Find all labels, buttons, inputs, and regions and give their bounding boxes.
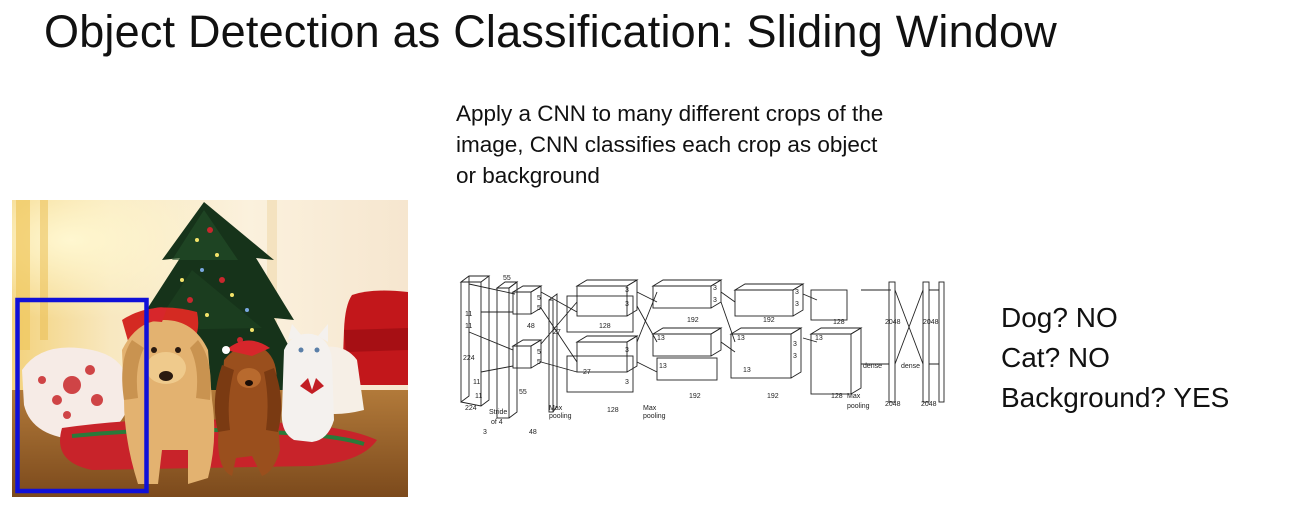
- label-128: 128: [607, 407, 619, 414]
- answer-dog: Dog? NO: [1001, 302, 1118, 333]
- label-128: 128: [833, 319, 845, 326]
- label-3: 3: [625, 379, 629, 386]
- label-max: Max: [549, 405, 563, 412]
- label-11: 11: [475, 393, 483, 400]
- label-128: 128: [599, 323, 611, 330]
- label-pooling: pooling: [643, 413, 666, 420]
- dogs-cat-photo: [12, 200, 408, 497]
- label-13: 13: [743, 367, 751, 374]
- label-pooling: pooling: [549, 413, 572, 420]
- label-13: 13: [659, 363, 667, 370]
- label-192: 192: [767, 393, 779, 400]
- label-3: 3: [795, 289, 799, 296]
- label-dense: dense: [863, 363, 883, 370]
- label-11: 11: [465, 311, 473, 318]
- label-3: 3: [713, 297, 717, 304]
- label-3: 3: [625, 287, 629, 294]
- label-3: 3: [483, 429, 487, 436]
- label-192: 192: [763, 317, 775, 324]
- classification-answers: [1001, 298, 1229, 418]
- label-of-4: of 4: [491, 419, 503, 426]
- label-55: 55: [503, 275, 511, 282]
- label-3: 3: [793, 341, 797, 348]
- label-48: 48: [527, 323, 535, 330]
- label-27: 27: [583, 369, 591, 376]
- label-192: 192: [689, 393, 701, 400]
- label-55: 55: [519, 389, 527, 396]
- label-max: Max: [643, 405, 657, 412]
- slide-title: Object Detection as Classification: Sliding Window: [44, 6, 1057, 57]
- label-13: 13: [657, 335, 665, 342]
- answer-cat: Cat? NO: [1001, 342, 1110, 373]
- answer-background: Background? YES: [1001, 382, 1230, 413]
- label-stride: Stride: [489, 409, 508, 416]
- label-2048: 2048: [921, 401, 937, 408]
- description-line: Apply a CNN to many different crops of the: [456, 101, 884, 126]
- label-11: 11: [465, 323, 473, 330]
- label-3: 3: [625, 347, 629, 354]
- label-2048: 2048: [923, 319, 939, 326]
- label-max: Max: [847, 393, 861, 400]
- label-3: 3: [793, 353, 797, 360]
- description-line: or background: [456, 163, 600, 188]
- label-11: 11: [473, 379, 481, 386]
- label-224: 224: [465, 405, 477, 412]
- label-13: 13: [737, 335, 745, 342]
- label-13: 13: [815, 335, 823, 342]
- label-224: 224: [463, 355, 475, 362]
- label-2048: 2048: [885, 401, 901, 408]
- label-2048: 2048: [885, 319, 901, 326]
- cnn-architecture-diagram: [457, 272, 947, 442]
- cocker-spaniel: [215, 340, 281, 476]
- label-5: 5: [537, 349, 541, 356]
- label-3: 3: [795, 301, 799, 308]
- label-3: 3: [625, 301, 629, 308]
- slide-description: [456, 98, 976, 191]
- label-5: 5: [537, 359, 541, 366]
- label-27: 27: [553, 329, 561, 336]
- label-192: 192: [687, 317, 699, 324]
- label-dense: dense: [901, 363, 921, 370]
- label-pooling: pooling: [847, 403, 870, 410]
- label-5: 5: [537, 295, 541, 302]
- label-3: 3: [713, 285, 717, 292]
- label-5: 5: [537, 305, 541, 312]
- description-line: image, CNN classifies each crop as object: [456, 132, 878, 157]
- label-48: 48: [529, 429, 537, 436]
- label-128: 128: [831, 393, 843, 400]
